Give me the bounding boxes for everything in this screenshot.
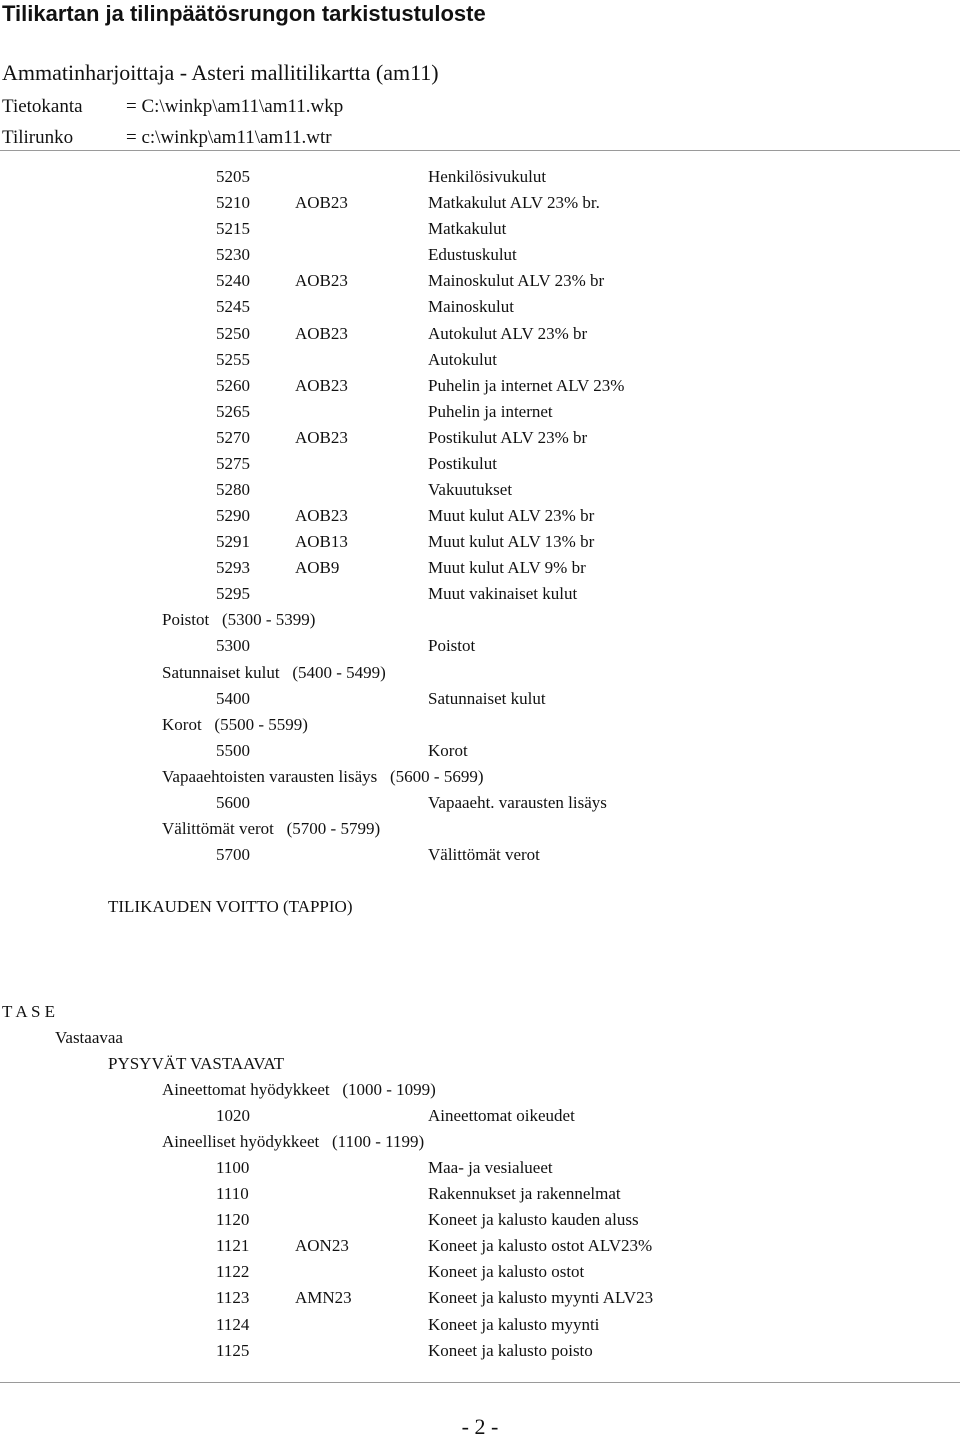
vat-code: AOB23 [295, 271, 348, 291]
account-number: 5400 [216, 688, 250, 708]
account-row [0, 555, 960, 581]
account-number: 5255 [216, 349, 250, 369]
account-name: Poistot [428, 636, 476, 656]
page-title: Tilikartan ja tilinpäätösrungon tarkistustuloste [2, 1, 486, 26]
account-number: 5270 [216, 427, 250, 447]
vat-code: AMN23 [295, 1288, 352, 1308]
account-name: Muut vakinaiset kulut [428, 584, 578, 604]
account-name: Postikulut ALV 23% br [428, 427, 588, 447]
account-number: 5291 [216, 532, 250, 552]
account-number: 5230 [216, 245, 250, 265]
account-row [0, 842, 960, 868]
account-name: Mainoskulut ALV 23% br [428, 271, 605, 291]
account-row [0, 373, 960, 399]
section-heading-text: Vapaaehtoisten varausten lisäys (5600 - 5699) [162, 766, 484, 786]
section-heading-text: TILIKAUDEN VOITTO (TAPPIO) [108, 897, 353, 917]
account-name: Koneet ja kalusto poisto [428, 1340, 593, 1360]
section-heading-text: Aineelliset hyödykkeet (1100 - 1199) [162, 1132, 425, 1151]
account-row [0, 190, 960, 216]
account-name: Postikulut [428, 453, 497, 473]
account-row [0, 321, 960, 347]
account-number: 1121 [216, 1236, 250, 1256]
account-number: 5290 [216, 506, 250, 525]
account-row [0, 1259, 960, 1285]
section-heading [0, 1077, 960, 1103]
account-name: Koneet ja kalusto myynti [428, 1314, 600, 1334]
account-name: Koneet ja kalusto ostot [428, 1262, 585, 1282]
account-name: Koneet ja kalusto kauden aluss [428, 1210, 639, 1230]
account-row [0, 164, 960, 190]
section-heading-text: Satunnaiset kulut (5400 - 5499) [162, 662, 386, 682]
bottom-divider [0, 1382, 960, 1383]
account-number: 5205 [216, 167, 250, 186]
account-row [0, 477, 960, 503]
account-name: Vapaaeht. varausten lisäys [428, 792, 607, 812]
account-name: Autokulut [428, 349, 497, 369]
account-name: Autokulut ALV 23% br [428, 323, 588, 343]
account-name: Koneet ja kalusto ostot ALV23% [428, 1236, 653, 1256]
account-name: Koneet ja kalusto myynti ALV23 [428, 1288, 654, 1308]
section-heading-text: Välittömät verot (5700 - 5799) [162, 819, 381, 838]
section-heading [0, 1051, 960, 1077]
account-name: Mainoskulut [428, 297, 514, 317]
account-row [0, 451, 960, 477]
account-name: Korot [428, 740, 468, 760]
section-heading-text: Vastaavaa [55, 1027, 123, 1047]
section-heading-text: Poistot (5300 - 5399) [162, 610, 316, 630]
account-number: 5293 [216, 558, 250, 578]
vat-code: AON23 [295, 1236, 349, 1256]
account-number: 5265 [216, 401, 250, 421]
account-number: 5275 [216, 453, 250, 473]
account-row [0, 738, 960, 764]
account-name: Henkilösivukulut [428, 167, 547, 186]
account-row [0, 633, 960, 659]
account-number: 5500 [216, 740, 250, 760]
account-row [0, 216, 960, 242]
account-row [0, 790, 960, 816]
account-row [0, 268, 960, 294]
section-heading [0, 999, 960, 1025]
account-row [0, 1181, 960, 1207]
account-number: 5700 [216, 845, 250, 865]
section-heading [0, 1129, 960, 1155]
vat-code: AOB23 [295, 375, 348, 395]
account-name: Muut kulut ALV 13% br [428, 532, 595, 552]
account-number: 5295 [216, 584, 250, 604]
account-name: Maa- ja vesialueet [428, 1158, 553, 1177]
chart-of-accounts-subtitle: Ammatinharjoittaja - Asteri mallitilikartta (am11) [2, 60, 439, 85]
section-heading [0, 894, 960, 920]
account-row [0, 1312, 960, 1338]
account-number: 5300 [216, 636, 250, 656]
account-row [0, 581, 960, 607]
account-name: Satunnaiset kulut [428, 688, 546, 708]
account-name: Edustuskulut [428, 245, 517, 265]
section-heading [0, 660, 960, 686]
account-number: 1110 [216, 1184, 249, 1204]
section-heading-text: T A S E [2, 1001, 56, 1021]
account-row [0, 1207, 960, 1233]
vat-code: AOB23 [295, 323, 348, 343]
account-name: Vakuutukset [428, 480, 513, 499]
account-row [0, 399, 960, 425]
account-row [0, 529, 960, 555]
vat-code: AOB13 [295, 532, 348, 552]
account-row [0, 294, 960, 320]
section-heading [0, 816, 960, 842]
account-row [0, 347, 960, 373]
account-number: 5280 [216, 480, 250, 499]
account-name: Matkakulut ALV 23% br. [428, 193, 600, 213]
account-number: 1124 [216, 1314, 250, 1334]
account-number: 5260 [216, 375, 250, 395]
section-heading-text: Korot (5500 - 5599) [162, 714, 308, 734]
account-number: 1122 [216, 1262, 250, 1282]
account-number: 1020 [216, 1105, 250, 1125]
section-heading [0, 764, 960, 790]
section-heading [0, 607, 960, 633]
meta-value: = c:\winkp\am11\am11.wtr [126, 127, 332, 148]
account-name: Matkakulut [428, 219, 507, 239]
section-heading-text: Aineettomat hyödykkeet (1000 - 1099) [162, 1079, 436, 1099]
account-row [0, 425, 960, 451]
blank-row [0, 973, 960, 999]
vat-code: AOB23 [295, 506, 348, 525]
account-name: Rakennukset ja rakennelmat [428, 1184, 621, 1204]
account-row [0, 1233, 960, 1259]
section-heading [0, 1025, 960, 1051]
blank-row [0, 946, 960, 972]
blank-row [0, 868, 960, 894]
meta-value: = C:\winkp\am11\am11.wkp [126, 96, 344, 117]
account-number: 1123 [216, 1288, 250, 1308]
account-row [0, 242, 960, 268]
account-number: 5245 [216, 297, 250, 317]
section-heading [0, 712, 960, 738]
account-number: 1125 [216, 1340, 250, 1360]
account-row [0, 1338, 960, 1364]
account-name: Aineettomat oikeudet [428, 1105, 575, 1125]
page-number: - 2 - [461, 1414, 499, 1439]
meta-label: Tilirunko [2, 127, 74, 148]
account-number: 5250 [216, 323, 250, 343]
account-row [0, 686, 960, 712]
blank-row [0, 920, 960, 946]
account-number: 5215 [216, 219, 250, 239]
account-name: Muut kulut ALV 9% br [428, 558, 586, 578]
vat-code: AOB23 [295, 427, 348, 447]
account-number: 5600 [216, 792, 250, 812]
vat-code: AOB23 [295, 193, 348, 213]
account-name: Välittömät verot [428, 845, 540, 865]
account-number: 1100 [216, 1158, 250, 1177]
meta-label: Tietokanta [2, 96, 83, 117]
account-name: Puhelin ja internet ALV 23% [428, 375, 625, 395]
account-name: Puhelin ja internet [428, 401, 553, 421]
vat-code: AOB9 [295, 558, 340, 578]
account-name: Muut kulut ALV 23% br [428, 506, 595, 525]
account-row [0, 1285, 960, 1311]
account-row [0, 1103, 960, 1129]
account-row [0, 1155, 960, 1181]
account-number: 1120 [216, 1210, 250, 1230]
account-number: 5210 [216, 193, 250, 213]
account-row [0, 503, 960, 529]
section-heading-text: PYSYVÄT VASTAAVAT [108, 1053, 285, 1073]
account-number: 5240 [216, 271, 250, 291]
